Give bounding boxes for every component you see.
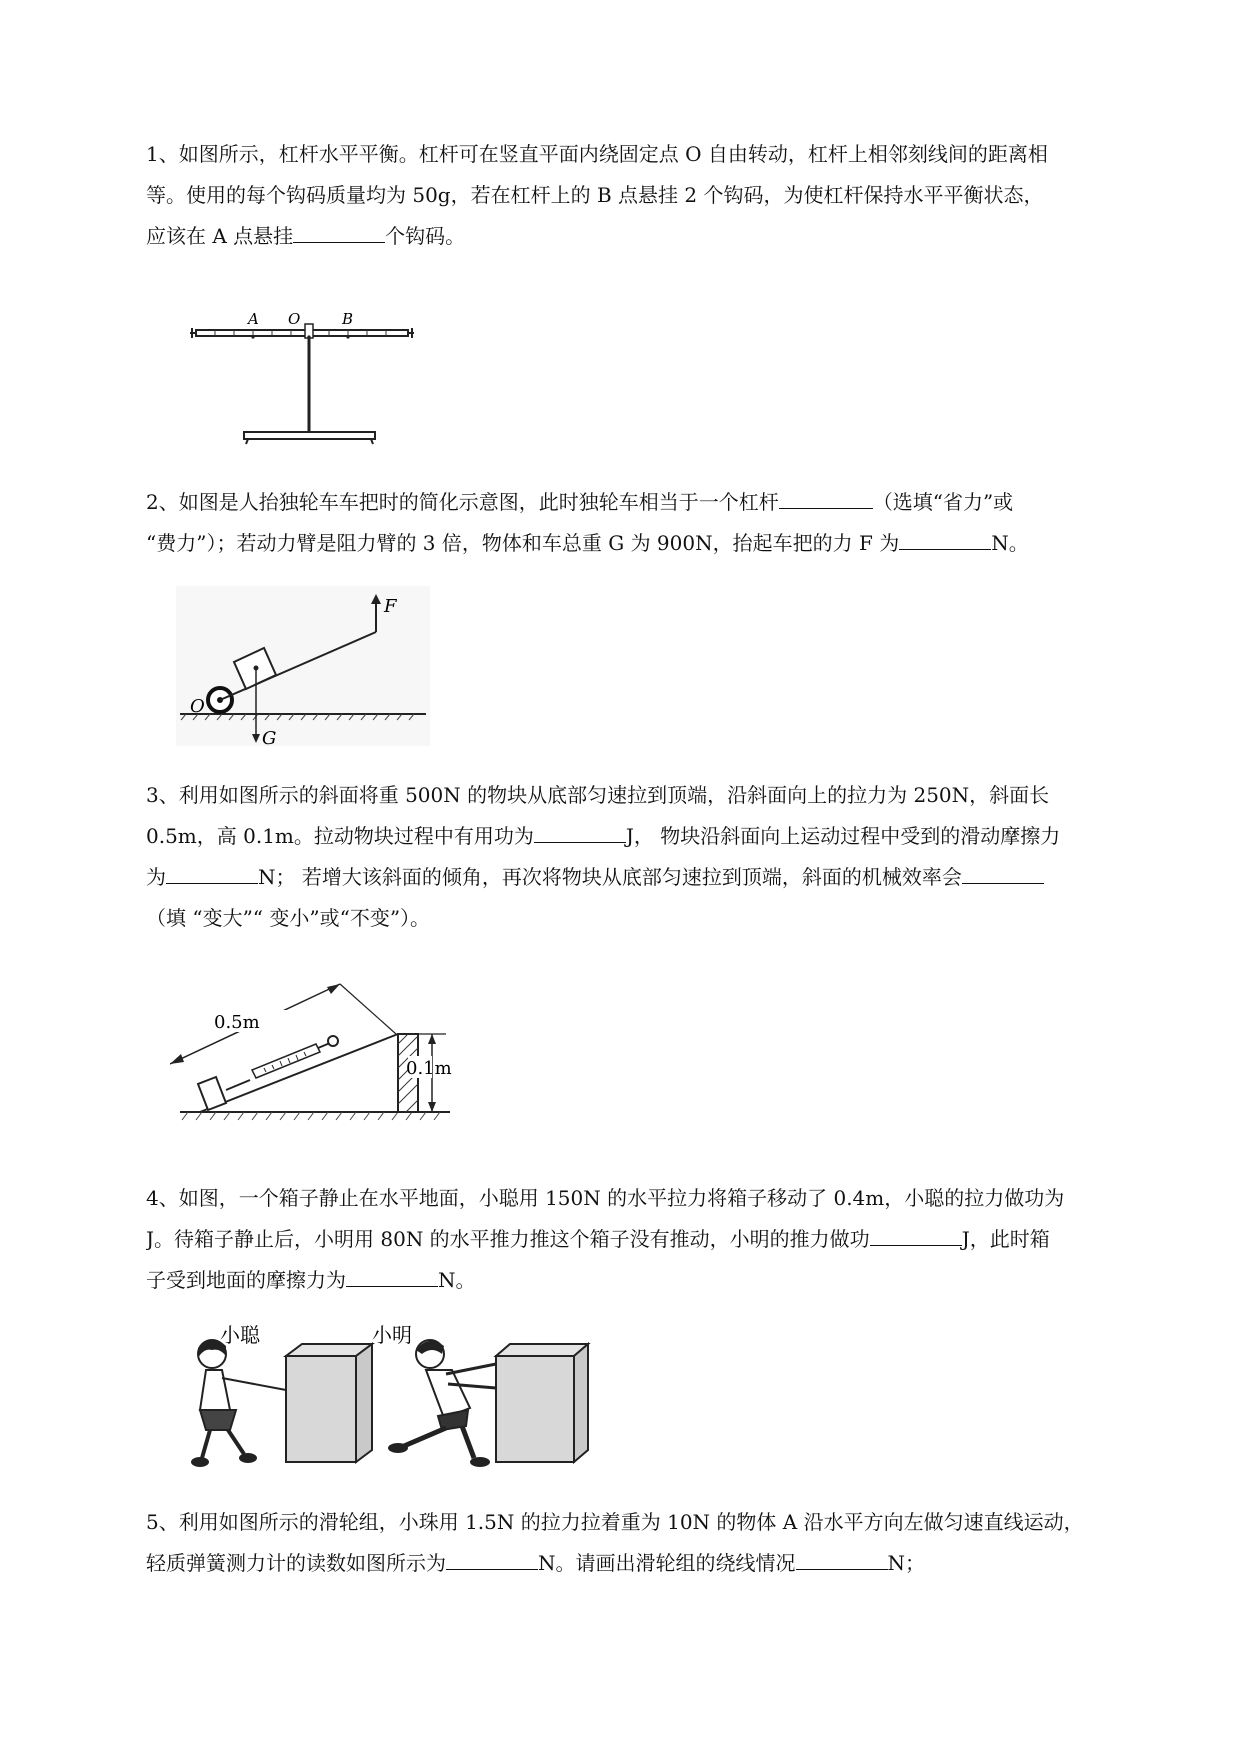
answer-blank[interactable]: [346, 1264, 438, 1287]
question-text-line: 轻质弹簧测力计的读数如图所示为 N。请画出滑轮组的绕线情况 N；: [146, 1543, 1158, 1584]
answer-blank[interactable]: [446, 1547, 538, 1570]
question-3: [146, 775, 1158, 939]
question-text-line: 1、如图所示，杠杆水平平衡。杠杆可在竖直平面内绕固定点 O 自由转动，杠杆上相邻刻线间的距离相: [146, 142, 1048, 166]
question-text-line: 0.5m，高 0.1m。拉动物块过程中有用功为 J， 物块沿斜面向上运动过程中受到的滑动摩擦力: [146, 816, 1158, 857]
answer-blank[interactable]: [962, 861, 1044, 884]
wheelbarrow-figure: [176, 586, 430, 746]
question-text-line: 5、利用如图所示的滑轮组，小珠用 1.5N 的拉力拉着重为 10N 的物体 A 沿水平方向左做匀速直线运动，: [146, 1510, 1084, 1534]
incline-length-label: 0.5m: [214, 1012, 260, 1033]
name-label-xiaoming: 小明: [372, 1323, 412, 1347]
question-text-line: （填 “变大”“ 变小”或“不变”）。: [146, 906, 431, 930]
question-5: [146, 1502, 1158, 1584]
answer-blank[interactable]: [166, 861, 258, 884]
question-text-line: 2、如图是人抬独轮车车把时的简化示意图，此时独轮车相当于一个杠杆 （选填“省力”或: [146, 482, 1158, 523]
answer-blank[interactable]: [870, 1223, 962, 1246]
answer-blank[interactable]: [293, 220, 385, 243]
question-text-line: “费力”）；若动力臂是阻力臂的 3 倍，物体和车总重 G 为 900N，抬起车把的力 F 为 N。: [146, 523, 1158, 564]
point-label-b: B: [342, 310, 354, 328]
point-label-a: A: [248, 310, 259, 328]
pivot-label-o: O: [190, 696, 205, 717]
question-2: [146, 482, 1158, 564]
answer-blank[interactable]: [534, 820, 626, 843]
name-label-xiaocong: 小聪: [220, 1323, 260, 1347]
question-text-line: 子受到地面的摩擦力为 N。: [146, 1260, 1158, 1301]
question-text-line: 等。使用的每个钩码质量均为 50g，若在杠杆上的 B 点悬挂 2 个钩码，为使杠杆保持水平平衡状态，: [146, 183, 1044, 207]
boy-pushing: [388, 1340, 496, 1467]
answer-blank[interactable]: [779, 486, 873, 509]
question-text-line: 3、利用如图所示的斜面将重 500N 的物块从底部匀速拉到顶端，沿斜面向上的拉力为 250N，斜面长: [146, 783, 1050, 807]
force-label-f: F: [384, 596, 397, 617]
answer-blank[interactable]: [796, 1547, 888, 1570]
incline-height-label: 0.1m: [406, 1058, 452, 1079]
question-4: [146, 1178, 1158, 1301]
question-text-line: 为 N； 若增大该斜面的倾角，再次将物块从底部匀速拉到顶端，斜面的机械效率会: [146, 857, 1158, 898]
answer-blank[interactable]: [899, 527, 991, 550]
question-text-line: 4、如图，一个箱子静止在水平地面，小聪用 150N 的水平拉力将箱子移动了 0.4m，小聪的拉力做功为: [146, 1186, 1065, 1210]
question-text-line: 应该在 A 点悬挂 个钩码。: [146, 216, 1158, 257]
question-text-line: J。待箱子静止后，小明用 80N 的水平推力推这个箱子没有推动，小明的推力做功 J，此时箱: [146, 1219, 1158, 1260]
boxes-figure: [176, 1318, 596, 1478]
point-label-o: O: [288, 310, 301, 328]
lever-figure: [188, 300, 438, 446]
incline-figure: [170, 972, 460, 1132]
girl-pulling: [191, 1339, 286, 1467]
weight-label-g: G: [262, 728, 277, 746]
question-1: [146, 134, 1158, 257]
